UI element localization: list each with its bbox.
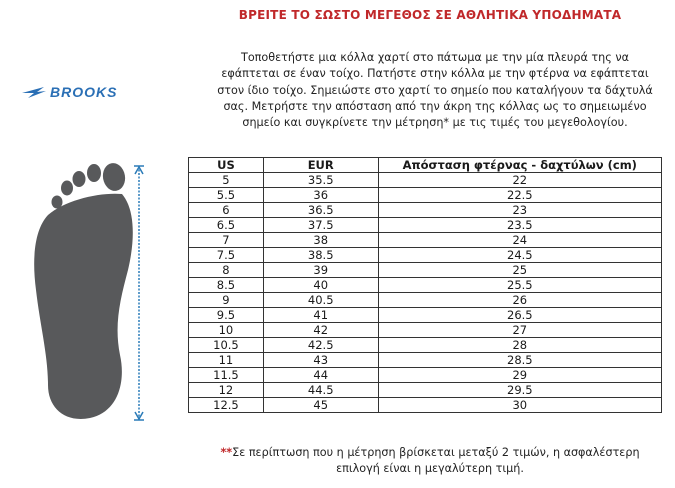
table-row [189,278,662,293]
table-row [189,203,662,218]
footprint-illustration [10,150,170,430]
page-title: ΒΡΕΙΤΕ ΤΟ ΣΩΣΤΟ ΜΕΓΕΘΟΣ ΣΕ ΑΘΛΗΤΙΚΑ ΥΠΟΔΗΜΑΤΑ [238,8,622,22]
cell-eur: 40.5 [263,293,378,308]
table-row [189,188,662,203]
cell-eur: 44 [263,368,378,383]
instructions-line: σας. Μετρήστε την απόσταση από την άκρη της κόλλας ως το σημειωμένο [223,99,647,113]
table-row [189,398,662,413]
table-row [189,308,662,323]
cell-cm: 25.5 [378,278,661,293]
cell-eur: 39 [263,263,378,278]
cell-cm: 23 [378,203,661,218]
cell-us: 9 [189,293,264,308]
table-row [189,338,662,353]
cell-cm: 24 [378,233,661,248]
footnote [195,445,665,477]
cell-eur: 45 [263,398,378,413]
cell-us: 9.5 [189,308,264,323]
cell-us: 5 [189,173,264,188]
header-us: US [189,158,264,173]
cell-eur: 37.5 [263,218,378,233]
cell-eur: 43 [263,353,378,368]
cell-eur: 38.5 [263,248,378,263]
table-row [189,218,662,233]
table-row [189,383,662,398]
cell-eur: 36 [263,188,378,203]
cell-us: 11.5 [189,368,264,383]
brand-name: BROOKS [50,84,118,100]
cell-us: 7 [189,233,264,248]
cell-cm: 29.5 [378,383,661,398]
cell-us: 10 [189,323,264,338]
cell-cm: 22.5 [378,188,661,203]
cell-us: 12.5 [189,398,264,413]
table-row [189,353,662,368]
cell-cm: 23.5 [378,218,661,233]
instructions-line: Τοποθετήστε μια κόλλα χαρτί στο πάτωμα με την μία πλευρά της να [240,51,630,64]
cell-cm: 26 [378,293,661,308]
table-header-row [189,158,662,173]
footprint-icon [10,150,170,430]
table-row [189,323,662,338]
cell-us: 6 [189,203,264,218]
instructions-line: στον ίδιο τοίχο. Σημειώστε στο χαρτί το σημείο που καταλήγουν τα δάχτυλά [217,83,653,97]
cell-us: 6.5 [189,218,264,233]
cell-cm: 22 [378,173,661,188]
cell-us: 11 [189,353,264,368]
cell-us: 12 [189,383,264,398]
table-row [189,368,662,383]
cell-cm: 29 [378,368,661,383]
cell-cm: 30 [378,398,661,413]
cell-eur: 41 [263,308,378,323]
cell-eur: 35.5 [263,173,378,188]
cell-us: 8.5 [189,278,264,293]
cell-us: 5.5 [189,188,264,203]
cell-cm: 26.5 [378,308,661,323]
cell-cm: 28 [378,338,661,353]
table-row [189,173,662,188]
size-chart-table [188,157,662,413]
table-row [189,263,662,278]
cell-eur: 38 [263,233,378,248]
cell-cm: 27 [378,323,661,338]
footnote-line: επιλογή είναι η μεγαλύτερη τιμή. [336,462,524,475]
cell-eur: 44.5 [263,383,378,398]
instructions-line: σημείο και συγκρίνετε την μέτρηση* με τις τιμές του μεγεθολογίου. [242,116,628,130]
cell-us: 8 [189,263,264,278]
table-row [189,293,662,308]
cell-us: 7.5 [189,248,264,263]
header-cm: Απόσταση φτέρνας - δαχτύλων (cm) [378,158,661,173]
footnote-line: Σε περίπτωση που η μέτρηση βρίσκεται μεταξύ 2 τιμών, η ασφαλέστερη [232,446,640,459]
cell-cm: 28.5 [378,353,661,368]
cell-eur: 36.5 [263,203,378,218]
cell-eur: 40 [263,278,378,293]
table-row [189,248,662,263]
cell-us: 10.5 [189,338,264,353]
cell-eur: 42 [263,323,378,338]
instructions-text [205,50,665,131]
cell-eur: 42.5 [263,338,378,353]
brooks-logo [22,82,152,102]
cell-cm: 24.5 [378,248,661,263]
cell-cm: 25 [378,263,661,278]
footnote-stars: ** [220,446,233,459]
header-eur: EUR [263,158,378,173]
instructions-line: εφάπτεται σε έναν τοίχο. Πατήστε στην κόλλα με την φτέρνα να εφάπτεται [221,67,649,81]
table-row [189,233,662,248]
